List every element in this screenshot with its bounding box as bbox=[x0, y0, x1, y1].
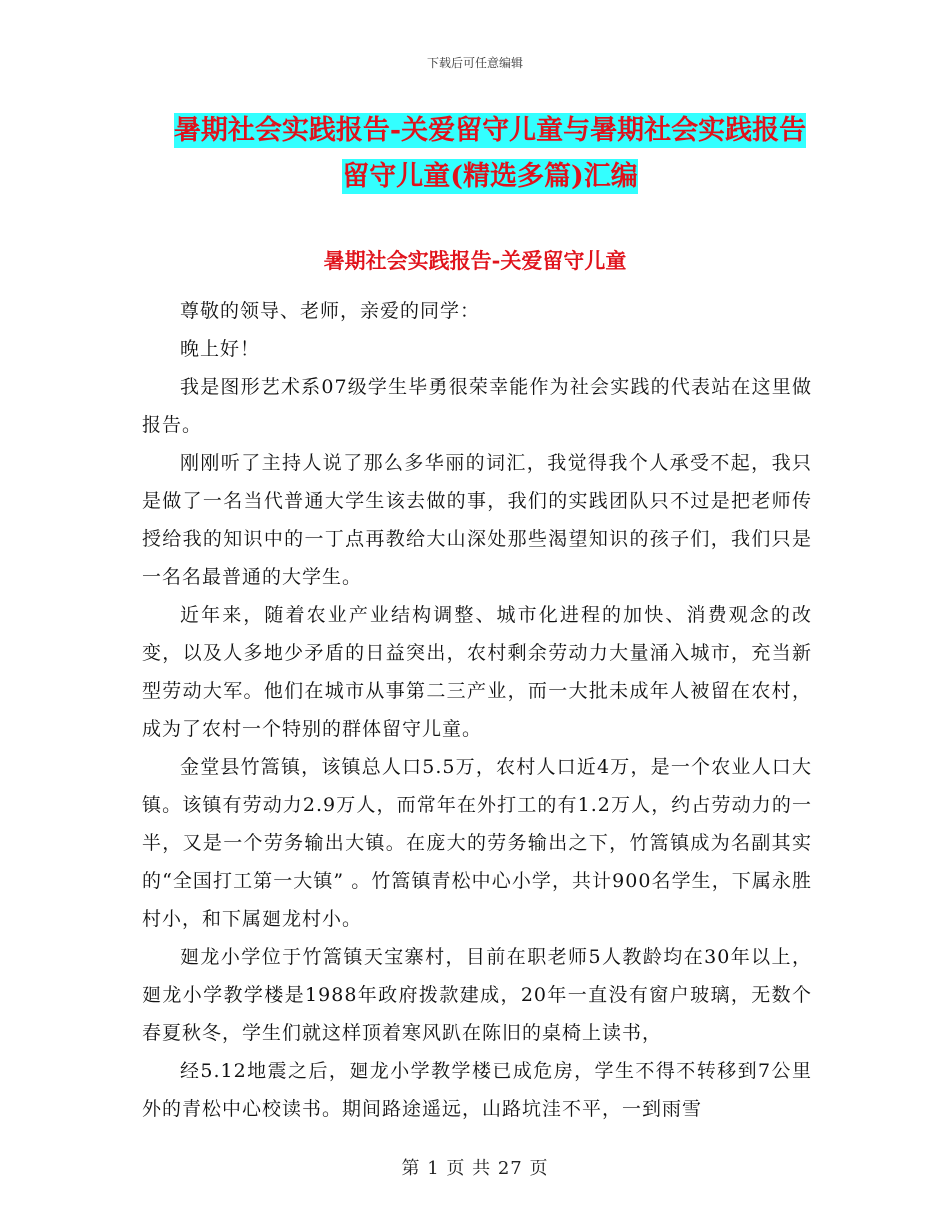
paragraph-salutation: 尊敬的领导、老师，亲爱的同学： bbox=[180, 300, 481, 322]
paragraph-town: 金堂县竹篙镇，该镇总人口5.5万，农村人口近4万，是一个农业人口大镇。该镇有劳动力2.9万人，而常年在外打工的有1.2万人，约占劳动力的一半，又是一个劳务输出大镇。在庞大的劳务输出之下，竹篙镇成为名副其实的“全国打工第一大镇” 。竹篙镇青松中心小学，共计900名学生，下属永胜村小，和下属廻龙村小。 bbox=[142, 756, 812, 930]
page-number: 第 1 页 共 27 页 bbox=[401, 1158, 549, 1179]
document-body bbox=[142, 292, 812, 1128]
section-title: 暑期社会实践报告-关爱留守儿童 bbox=[323, 248, 627, 273]
document-title bbox=[140, 108, 840, 200]
paragraph-earthquake: 经5.12地震之后，廻龙小学教学楼已成危房，学生不得不转移到7公里外的青松中心校读书。期间路途遥远，山路坑洼不平，一到雨雪 bbox=[142, 1060, 812, 1120]
paragraph-background: 近年来，随着农业产业结构调整、城市化进程的加快、消费观念的改变，以及人多地少矛盾的日益突出，农村剩余劳动力大量涌入城市，充当新型劳动大军。他们在城市从事第二三产业，而一大批未成年人被留在农村，成为了农村一个特别的群体留守儿童。 bbox=[142, 604, 812, 740]
header-note: 下载后可任意编辑 bbox=[426, 56, 523, 70]
document-title-line-1: 暑期社会实践报告-关爱留守儿童与暑期社会实践报告 bbox=[173, 115, 807, 146]
paragraph-greeting: 晚上好！ bbox=[180, 338, 261, 360]
paragraph-school: 廻龙小学位于竹篙镇天宝寨村，目前在职老师5人教龄均在30年以上，廻龙小学教学楼是1988年政府拨款建成，20年一直没有窗户玻璃，无数个春夏秋冬，学生们就这样顶着寒风趴在陈旧的桌椅上读书， bbox=[142, 946, 812, 1044]
paragraph-humility: 刚刚听了主持人说了那么多华丽的词汇，我觉得我个人承受不起，我只是做了一名当代普通大学生该去做的事，我们的实践团队只不过是把老师传授给我的知识中的一丁点再教给大山深处那些渴望知识的孩子们，我们只是一名名最普通的大学生。 bbox=[142, 452, 812, 588]
document-title-line-2: 留守儿童(精选多篇)汇编 bbox=[342, 161, 638, 192]
paragraph-intro: 我是图形艺术系07级学生毕勇很荣幸能作为社会实践的代表站在这里做报告。 bbox=[142, 376, 812, 436]
